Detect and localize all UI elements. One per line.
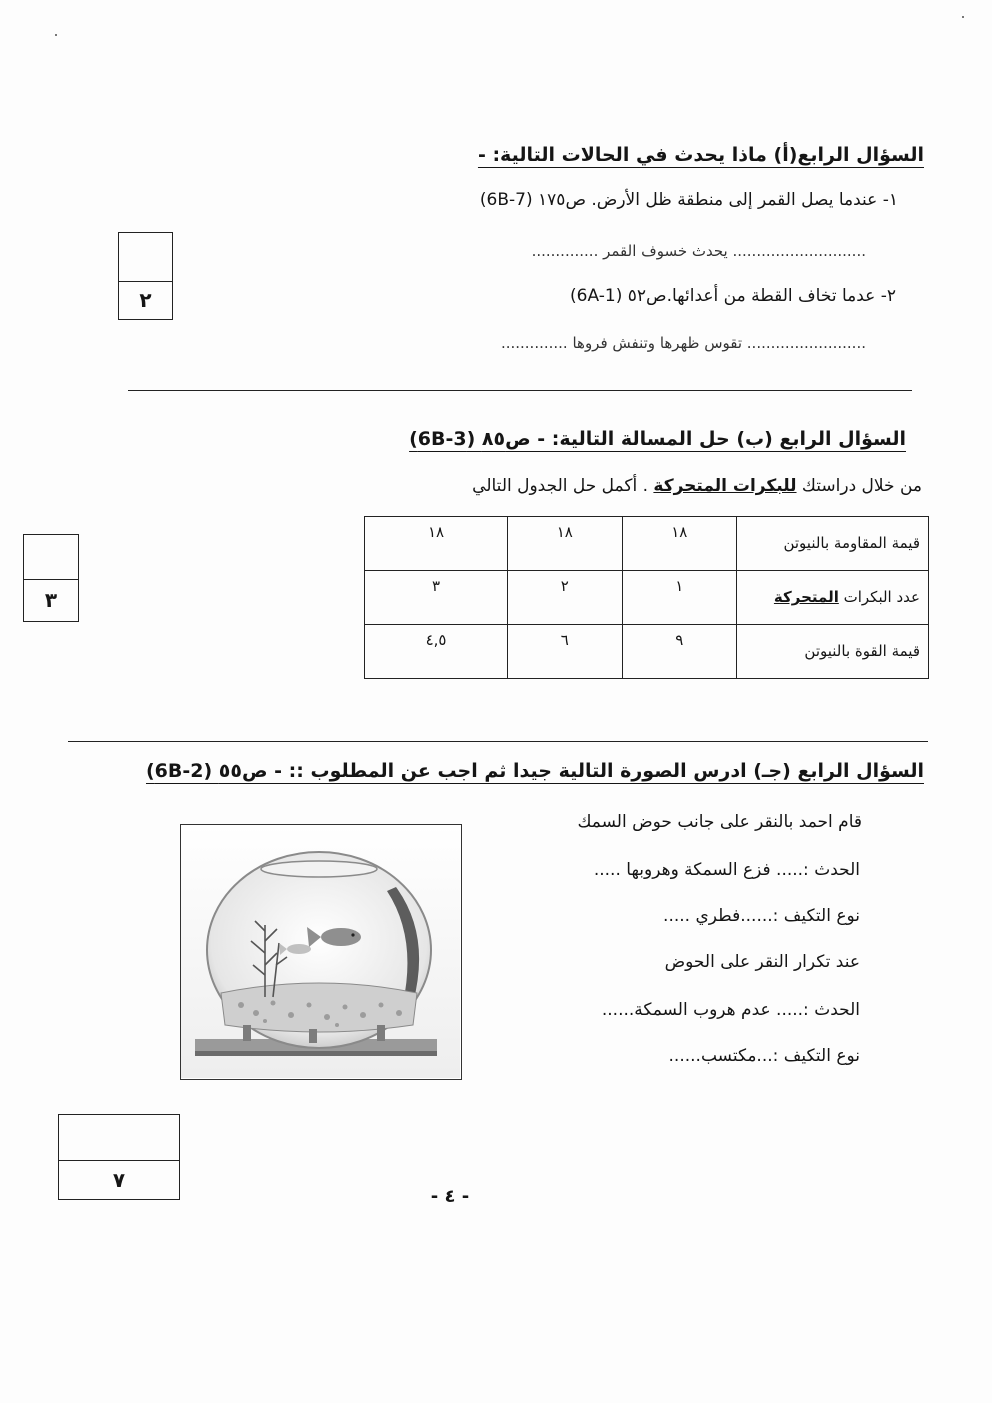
fishbowl-photo	[180, 824, 462, 1080]
table-row	[365, 625, 929, 679]
table-cell: ٤,٥	[365, 625, 508, 679]
intro-text-end: . أكمل حل الجدول التالي	[472, 476, 654, 496]
table-row	[365, 571, 929, 625]
row-label-text: عدد البكرات	[838, 588, 920, 606]
section-a-item1: ١- عندما يصل القمر إلى منطقة ظل الأرض. ص١٧٥ (6B-7)	[479, 190, 898, 210]
intro-text: من خلال دراستك	[796, 476, 922, 496]
table-cell: ٣	[365, 571, 508, 625]
table-cell: ٢	[508, 571, 622, 625]
divider-a	[128, 390, 912, 391]
section-c-score-box	[58, 1114, 180, 1200]
section-c-line: قام احمد بالنقر على جانب حوض السمك	[577, 812, 862, 832]
table-cell: ١	[622, 571, 736, 625]
section-c-line: الحدث :..... فزع السمكة وهروبها .....	[593, 860, 860, 880]
table-cell: ١٨	[622, 517, 736, 571]
section-a-item2: ٢- عدما تخاف القطة من أعدائها.ص٥٢ (6A-1)	[570, 286, 896, 306]
section-b-score-box	[23, 534, 79, 622]
section-a-heading: السؤال الرابع(أ) ماذا يحدث في الحالات التالية: -	[477, 144, 924, 166]
score-box-empty	[59, 1115, 179, 1161]
divider-b	[68, 741, 928, 742]
section-a-answer1: ............................ يحدث خسوف القمر ..............	[531, 242, 866, 260]
row-label-pulleys	[737, 571, 929, 625]
scan-speck	[55, 34, 57, 36]
table-row	[365, 517, 929, 571]
row-label-emphasis: المتحركة	[773, 588, 839, 606]
section-a-score: ٢	[139, 288, 152, 312]
section-c-line: نوع التكيف :......فطري .....	[663, 906, 860, 926]
score-box-empty	[24, 535, 78, 580]
section-b-heading: السؤال الرابع (ب) حل المسالة التالية: - ص٨٥ (6B-3)	[409, 428, 906, 450]
section-c-line: عند تكرار النقر على الحوض	[664, 952, 860, 972]
section-c-line: نوع التكيف :...مكتسب......	[668, 1046, 860, 1066]
table-cell: ٦	[508, 625, 622, 679]
section-b-score: ٣	[44, 588, 58, 612]
section-a-answer2: ......................... تقوس ظهرها وتنفش فروها ..............	[500, 334, 866, 352]
page-number: - ٤ -	[430, 1186, 470, 1207]
intro-emphasis: للبكرات المتحركة	[653, 476, 797, 496]
table-cell: ٩	[622, 625, 736, 679]
score-box-empty	[119, 233, 172, 282]
table-cell: ١٨	[365, 517, 508, 571]
pulley-table	[364, 516, 929, 679]
table-cell: ١٨	[508, 517, 622, 571]
scan-speck	[962, 16, 964, 18]
section-c-score: ٧	[112, 1168, 126, 1192]
section-c-heading: السؤال الرابع (جـ) ادرس الصورة التالية جيدا ثم اجب عن المطلوب :: - ص٥٥ (6B-2)	[145, 760, 924, 782]
row-label-resistance: قيمة المقاومة بالنيوتن	[737, 517, 929, 571]
fishbowl-icon	[181, 825, 460, 1078]
section-b-intro	[472, 476, 922, 496]
section-c-line: الحدث :..... عدم هروب السمكة......	[601, 1000, 860, 1020]
section-a-score-box	[118, 232, 173, 320]
row-label-force: قيمة القوة بالنيوتن	[737, 625, 929, 679]
